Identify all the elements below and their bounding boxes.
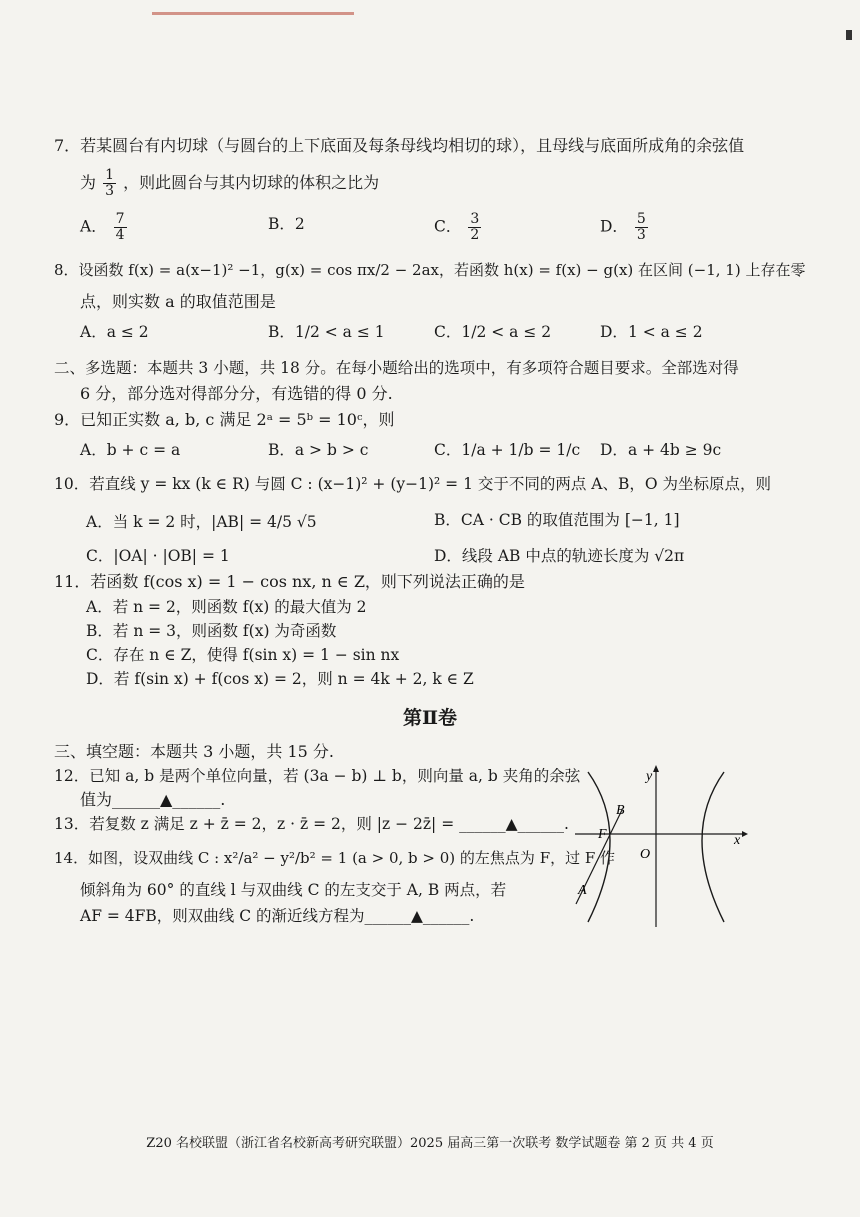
q8-option-a-label: A． <box>80 323 107 341</box>
q7-frac-num: 1 <box>105 167 115 183</box>
q8-option-d-text: 1 < a ≤ 2 <box>627 323 703 341</box>
q9-option-a <box>80 440 180 460</box>
x-axis-arrow <box>742 831 748 837</box>
q8-option-b-label: B． <box>268 323 295 341</box>
q8-option-b <box>268 322 385 342</box>
hyperbola-figure <box>570 762 750 932</box>
q8-option-c <box>434 322 551 342</box>
section-multi-line2: 6 分，部分选对得部分分，有选错的得 0 分. <box>80 384 393 403</box>
q7-option-c <box>434 212 483 243</box>
q7-option-a-label: A． <box>80 217 107 236</box>
q8-option-d <box>600 322 703 342</box>
q7-frac-den: 3 <box>105 183 115 199</box>
page-footer: Z20 名校联盟（浙江省名校新高考研究联盟）2025 届高三第一次联考 数学试题卷 第 2 页 共 4 页 <box>146 1136 714 1151</box>
q9-option-a-text: b + c = a <box>106 441 181 459</box>
frac-den: 2 <box>470 227 480 243</box>
q7-stem-line2 <box>80 168 379 199</box>
q8-option-c-text: 1/2 < a ≤ 2 <box>461 323 552 341</box>
q7-stem-post: ，则此圆台与其内切球的体积之比为 <box>123 173 380 192</box>
label-x: x <box>734 833 741 848</box>
q14-stem-line2: 倾斜角为 60° 的直线 l 与双曲线 C 的左支交于 A, B 两点，若 <box>80 881 507 899</box>
q10-option-a: A．当 k = 2 时，|AB| = 4/5 √5 <box>86 513 317 531</box>
q9-option-b-label: B． <box>268 441 295 459</box>
q9-option-d-text: a + 4b ≥ 9c <box>627 441 722 459</box>
frac-num: 5 <box>636 211 646 227</box>
label-origin: O <box>640 847 651 862</box>
q11-option-c: C．存在 n ∈ Z，使得 f(sin x) = 1 − sin nx <box>86 646 400 664</box>
q7-stem-line1: 7．若某圆台有内切球（与圆台的上下底面及每条母线均相切的球），且母线与底面所成角的余弦值 <box>54 136 745 155</box>
label-f: F <box>598 827 607 842</box>
q11-option-b: B．若 n = 3，则函数 f(x) 为奇函数 <box>86 622 337 640</box>
q9-option-c-text: 1/a + 1/b = 1/c <box>461 441 581 459</box>
corner-mark <box>846 30 852 40</box>
section-fill-heading: 三、填空题：本题共 3 小题，共 15 分. <box>54 742 334 761</box>
q8-option-c-label: C． <box>434 323 462 341</box>
section-2-title: 第Ⅱ卷 <box>402 707 457 729</box>
q11-option-a: A．若 n = 2，则函数 f(x) 的最大值为 2 <box>86 598 367 616</box>
q7-option-b <box>268 214 305 234</box>
q7-option-c-fraction <box>468 212 481 243</box>
q10-stem: 10．若直线 y = kx (k ∈ R) 与圆 C : (x−1)² + (y−1)² = 1 交于不同的两点 A、B，O 为坐标原点，则 <box>54 475 772 493</box>
q9-option-d-label: D． <box>600 441 628 459</box>
q9-option-b <box>268 440 368 460</box>
label-y: y <box>646 769 653 784</box>
q14-stem-line3: AF = 4FB，则双曲线 C 的渐近线方程为______▲______. <box>80 907 475 925</box>
q9-option-d <box>600 440 721 460</box>
q7-option-d <box>600 212 650 243</box>
label-a: A <box>578 883 587 898</box>
q7-option-a <box>80 212 129 243</box>
q9-option-c-label: C． <box>434 441 462 459</box>
q8-stem-line2: 点，则实数 a 的取值范围是 <box>80 292 276 311</box>
label-b: B <box>616 803 625 818</box>
q7-option-b-text: 2 <box>294 215 305 233</box>
q7-option-d-fraction <box>635 212 648 243</box>
hyperbola-left-branch <box>588 772 610 922</box>
q10-option-b: B．CA · CB 的取值范围为 [−1, 1] <box>434 511 680 529</box>
section-multi-line1: 二、多选题：本题共 3 小题，共 18 分。在每小题给出的选项中，有多项符合题目要求。全部选对得 <box>54 359 739 377</box>
q8-option-b-text: 1/2 < a ≤ 1 <box>294 323 385 341</box>
frac-den: 3 <box>636 227 646 243</box>
frac-num: 3 <box>470 211 480 227</box>
q8-option-a <box>80 322 149 342</box>
q7-stem-pre: 为 <box>80 173 97 192</box>
q9-option-c <box>434 440 580 460</box>
q14-stem-line1: 14．如图，设双曲线 C : x²/a² − y²/b² = 1 (a > 0, b > 0) 的左焦点为 F，过 F 作 <box>54 849 616 867</box>
q8-stem-line1: 8．设函数 f(x) = a(x−1)² −1，g(x) = cos πx/2 − 2ax，若函数 h(x) = f(x) − g(x) 在区间 (−1, 1) 上存在零 <box>54 261 806 279</box>
scan-mark <box>152 12 354 15</box>
q10-option-d: D．线段 AB 中点的轨迹长度为 √2π <box>434 547 685 565</box>
q10-option-c: C．|OA| · |OB| = 1 <box>86 547 230 565</box>
q13-stem: 13．若复数 z 满足 z + z̄ = 2，z · z̄ = 2，则 |z − 2z̄| = ______▲______. <box>54 815 569 833</box>
q12-stem-line2: 值为______▲______. <box>80 790 226 809</box>
q7-option-a-fraction <box>114 212 127 243</box>
q7-option-d-label: D． <box>600 217 628 236</box>
q9-option-b-text: a > b > c <box>294 441 369 459</box>
q8-option-d-label: D． <box>600 323 628 341</box>
q8-option-a-text: a ≤ 2 <box>106 323 149 341</box>
q12-stem-line1: 12．已知 a, b 是两个单位向量，若 (3a − b) ⊥ b，则向量 a, b 夹角的余弦 <box>54 767 581 785</box>
q9-option-a-label: A． <box>80 441 107 459</box>
q7-option-c-label: C． <box>434 217 462 236</box>
q11-stem: 11．若函数 f(cos x) = 1 − cos nx, n ∈ Z，则下列说法正确的是 <box>54 572 525 591</box>
q7-fraction <box>103 168 116 199</box>
hyperbola-right-branch <box>702 772 724 922</box>
q7-option-b-label: B． <box>268 215 295 233</box>
q9-stem: 9．已知正实数 a, b, c 满足 2ᵃ = 5ᵇ = 10ᶜ，则 <box>54 410 395 429</box>
q11-option-d: D．若 f(sin x) + f(cos x) = 2，则 n = 4k + 2, k ∈ Z <box>86 670 474 688</box>
frac-num: 7 <box>115 211 125 227</box>
y-axis-arrow <box>653 765 659 772</box>
frac-den: 4 <box>115 227 125 243</box>
